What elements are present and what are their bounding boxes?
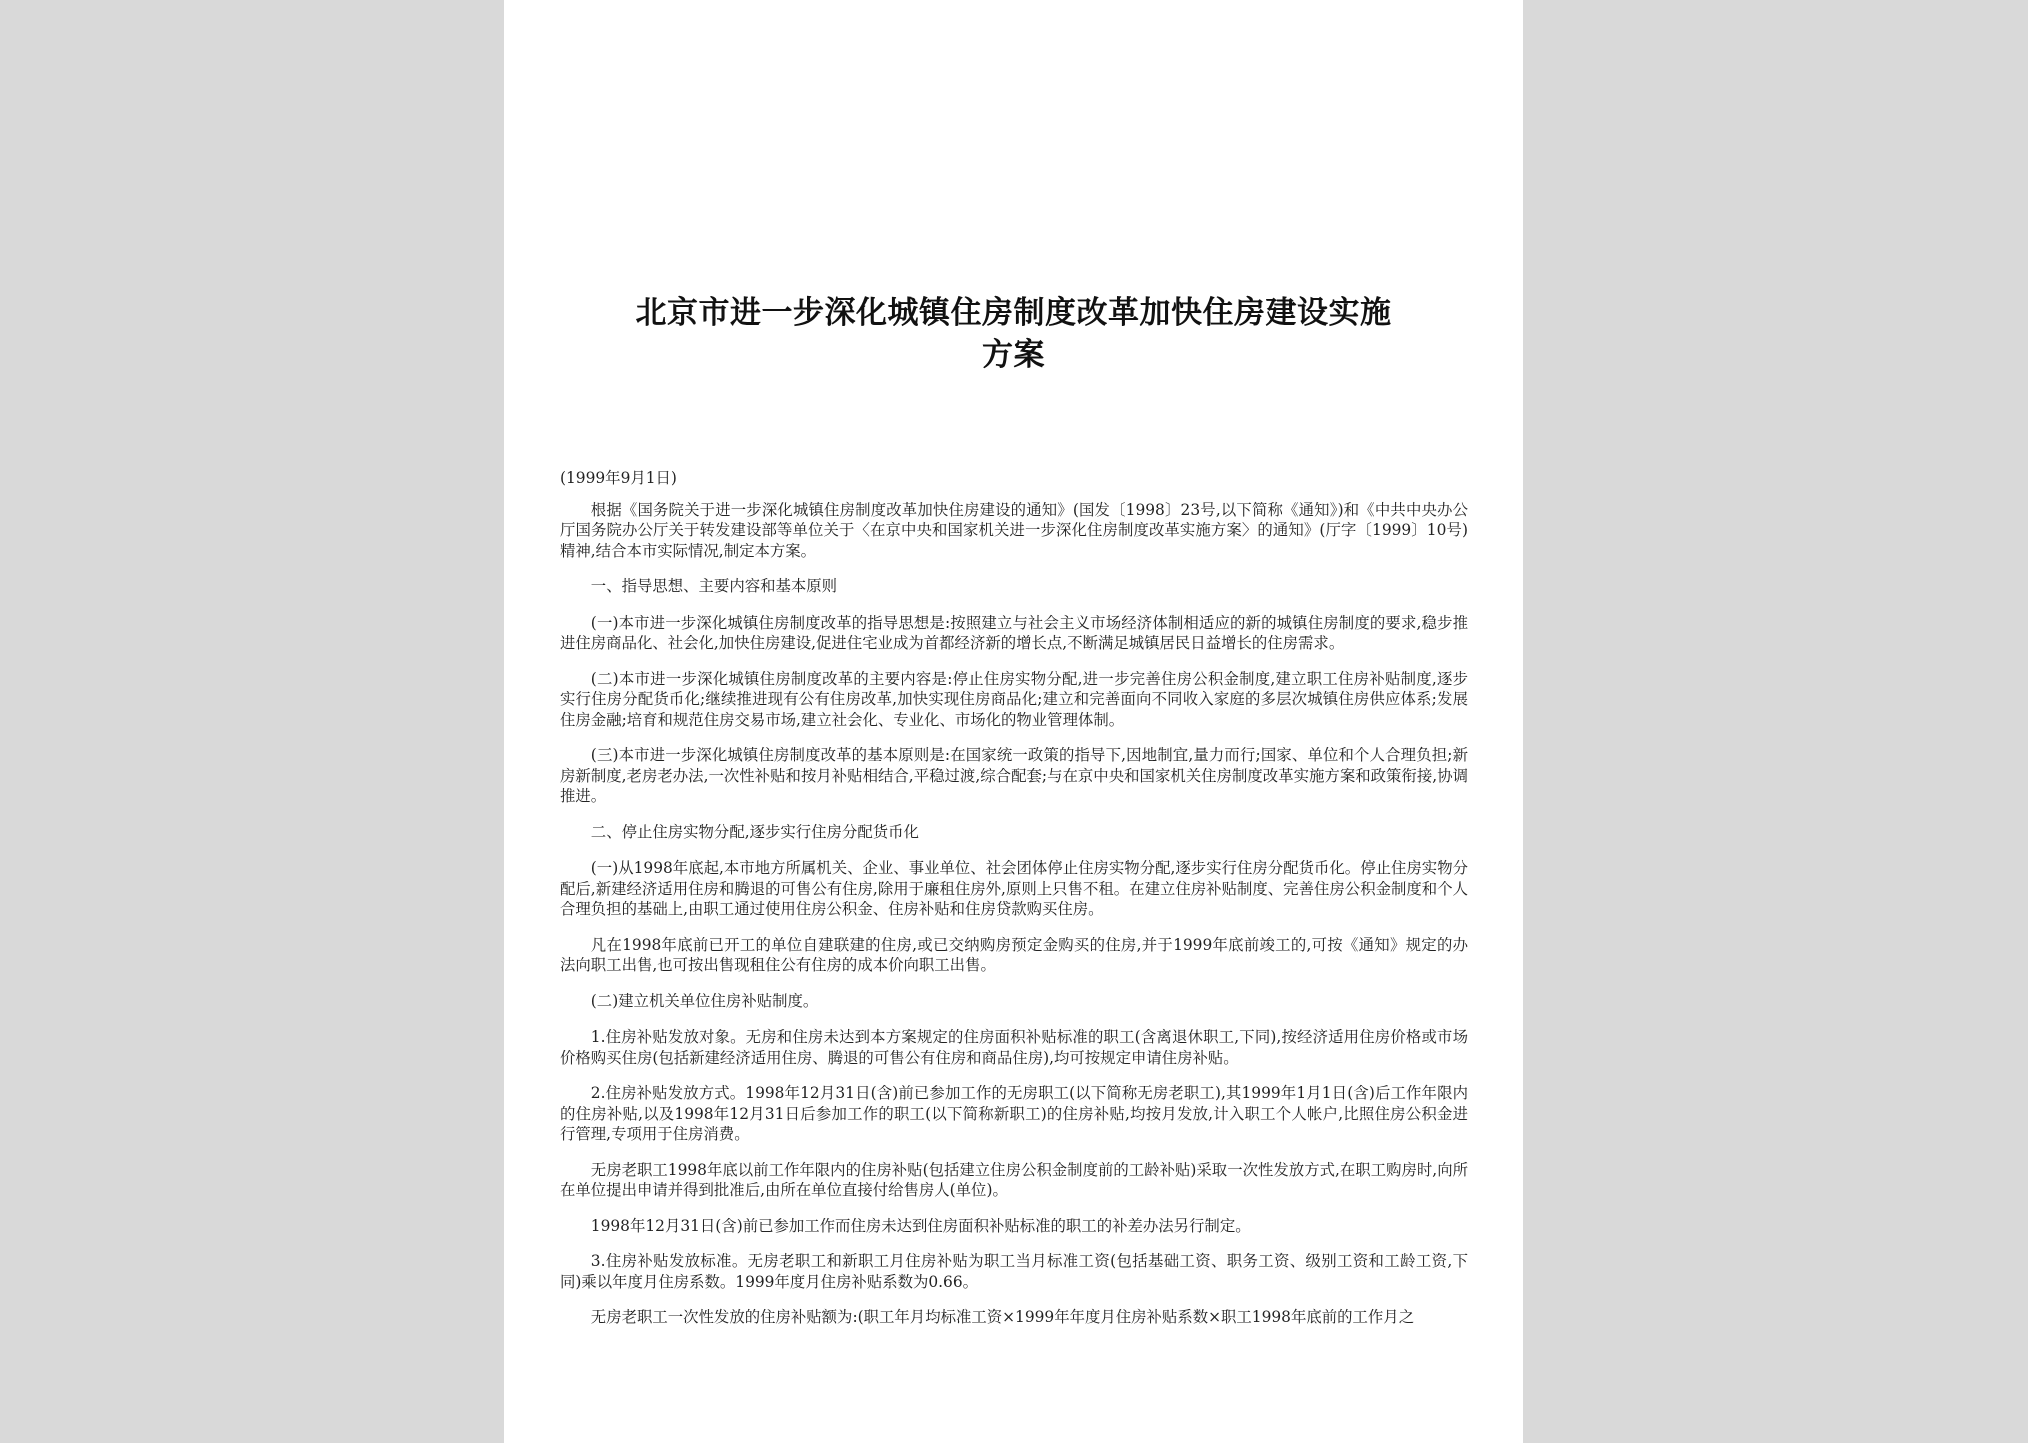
paragraph: 1998年12月31日(含)前已参加工作而住房未达到住房面积补贴标准的职工的补差办法另行制定。 [590, 1216, 1251, 1235]
title-line-1: 北京市进一步深化城镇住房制度改革加快住房建设实施 [635, 295, 1392, 331]
paragraph: 1.住房补贴发放对象。无房和住房未达到本方案规定的住房面积补贴标准的职工(含离退休职工,下同),按经济适用住房价格或市场价格购买住房(包括新建经济适用住房、腾退的可售公有住房和商品住房),均可按规定申请住房补贴。 [560, 1028, 1468, 1067]
paragraph: 凡在1998年底前已开工的单位自建联建的住房,或已交纳购房预定金购买的住房,并于1999年底前竣工的,可按《通知》规定的办法向职工出售,也可按出售现租住公有住房的成本价向职工出售。 [560, 935, 1468, 974]
paragraph: (一)本市进一步深化城镇住房制度改革的指导思想是:按照建立与社会主义市场经济体制相适应的新的城镇住房制度的要求,稳步推进住房商品化、社会化,加快住房建设,促进住宅业成为首都经济新的增长点,不断满足城镇居民日益增长的住房需求。 [560, 613, 1468, 652]
document-page [504, 0, 1523, 1443]
paragraph: 3.住房补贴发放标准。无房老职工和新职工月住房补贴为职工当月标准工资(包括基础工资、职务工资、级别工资和工龄工资,下同)乘以年度月住房系数。1999年度月住房补贴系数为0.66。 [560, 1252, 1468, 1291]
document-title [544, 292, 1483, 376]
paragraph: 无房老职工一次性发放的住房补贴额为:(职工年月均标准工资×1999年年度月住房补贴系数×职工1998年底前的工作月之 [590, 1308, 1415, 1326]
paragraph: (三)本市进一步深化城镇住房制度改革的基本原则是:在国家统一政策的指导下,因地制宜,量力而行;国家、单位和个人合理负担;新房新制度,老房老办法,一次性补贴和按月补贴相结合,平稳过渡,综合配套;与在京中央和国家机关住房制度改革实施方案和政策衔接,协调推进。 [560, 746, 1468, 805]
title-line-2: 方案 [982, 337, 1045, 373]
paragraph: 2.住房补贴发放方式。1998年12月31日(含)前已参加工作的无房职工(以下简称无房老职工),其1999年1月1日(含)后工作年限内的住房补贴,以及1998年12月31日后参加工作的职工(以下简称新职工)的住房补贴,均按月发放,计入职工个人帐户,比照住房公积金进行管理,专项用于住房消费。 [560, 1084, 1468, 1143]
document-body [560, 468, 1468, 1343]
paragraph: (一)从1998年底起,本市地方所属机关、企业、事业单位、社会团体停止住房实物分配,逐步实行住房分配货币化。停止住房实物分配后,新建经济适用住房和腾退的可售公有住房,除用于廉租住房外,原则上只售不租。在建立住房补贴制度、完善住房公积金制度和个人合理负担的基础上,由职工通过使用住房公积金、住房补贴和住房贷款购买住房。 [560, 859, 1468, 918]
paragraph: (二)本市进一步深化城镇住房制度改革的主要内容是:停止住房实物分配,进一步完善住房公积金制度,建立职工住房补贴制度,逐步实行住房分配货币化;继续推进现有公有住房改革,加快实现住房商品化;建立和完善面向不同收入家庭的多层次城镇住房供应体系;发展住房金融;培育和规范住房交易市场,建立社会化、专业化、市场化的物业管理体制。 [560, 669, 1468, 729]
section-heading-2: 二、停止住房实物分配,逐步实行住房分配货币化 [590, 822, 919, 841]
subsection-heading: (二)建立机关单位住房补贴制度。 [590, 991, 819, 1010]
paragraph-preamble: 根据《国务院关于进一步深化城镇住房制度改革加快住房建设的通知》(国发〔1998〕23号,以下简称《通知》)和《中共中央办公厅国务院办公厅关于转发建设部等单位关于〈在京中央和国家机关进一步深化住房制度改革实施方案〉的通知》(厅字〔1999〕10号)精神,结合本市实际情况,制定本方案。 [560, 500, 1468, 560]
paragraph: 无房老职工1998年底以前工作年限内的住房补贴(包括建立住房公积金制度前的工龄补贴)采取一次性发放方式,在职工购房时,向所在单位提出申请并得到批准后,由所在单位直接付给售房人(单位)。 [560, 1160, 1468, 1199]
document-date: (1999年9月1日) [560, 469, 677, 487]
section-heading-1: 一、指导思想、主要内容和基本原则 [590, 577, 838, 595]
